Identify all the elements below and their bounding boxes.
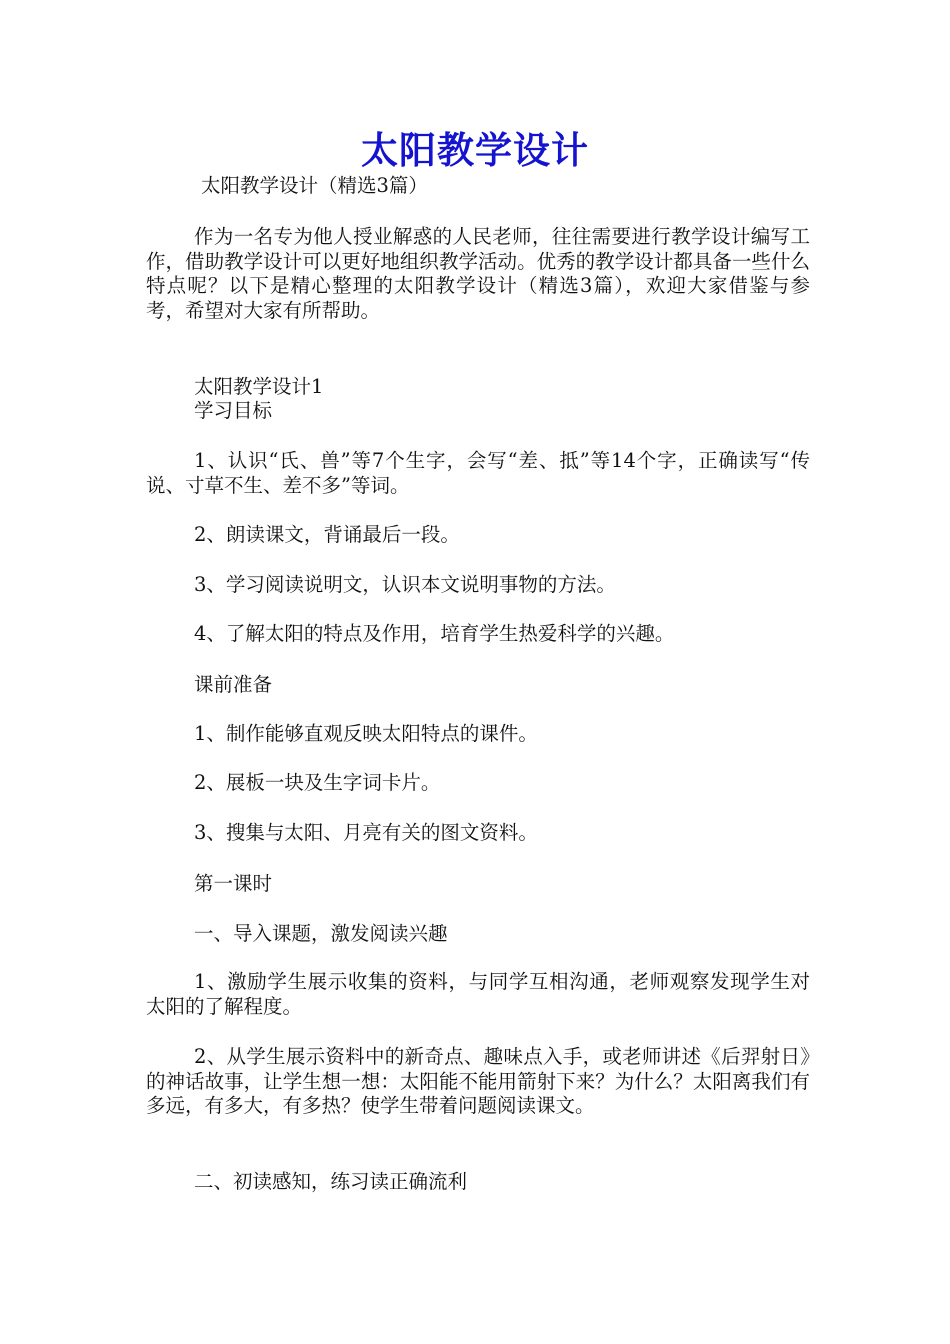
- lesson-heading: 第一课时: [194, 872, 273, 895]
- part2-heading: 二、初读感知，练习读正确流利: [194, 1170, 468, 1193]
- prep-item-1: 1、制作能够直观反映太阳特点的课件。: [194, 722, 538, 745]
- goal-item-1: 1、认识“氏、兽”等7个生字，会写“差、抵”等14个字，正确读写“传说、寸草不生、差不多”等词。: [146, 449, 810, 497]
- goal-item-4: 4、了解太阳的特点及作用，培育学生热爱科学的兴趣。: [194, 622, 675, 645]
- document-subtitle: 太阳教学设计（精选3篇）: [201, 174, 428, 197]
- document-title: 太阳教学设计: [361, 128, 589, 172]
- part1-item-2: 2、从学生展示资料中的新奇点、趣味点入手，或老师讲述《后羿射日》的神话故事，让学生想一想：太阳能不能用箭射下来？为什么？太阳离我们有多远，有多大，有多热？使学生带着问题阅读课文。: [146, 1045, 810, 1117]
- goals-heading: 学习目标: [194, 399, 273, 422]
- goal-item-3: 3、学习阅读说明文，认识本文说明事物的方法。: [194, 573, 616, 596]
- prep-heading: 课前准备: [194, 673, 273, 696]
- prep-item-2: 2、展板一块及生字词卡片。: [194, 771, 441, 794]
- intro-paragraph: 作为一名专为他人授业解惑的人民老师，往往需要进行教学设计编写工作，借助教学设计可以更好地组织教学活动。优秀的教学设计都具备一些什么特点呢？以下是精心整理的太阳教学设计（精选3篇），欢迎大家借鉴与参考，希望对大家有所帮助。: [146, 225, 810, 322]
- goal-item-2: 2、朗读课文，背诵最后一段。: [194, 523, 460, 546]
- part1-heading: 一、导入课题，激发阅读兴趣: [194, 922, 448, 945]
- section-heading: 太阳教学设计1: [194, 375, 324, 398]
- prep-item-3: 3、搜集与太阳、月亮有关的图文资料。: [194, 821, 538, 844]
- part1-item-1: 1、激励学生展示收集的资料，与同学互相沟通，老师观察发现学生对太阳的了解程度。: [146, 970, 810, 1018]
